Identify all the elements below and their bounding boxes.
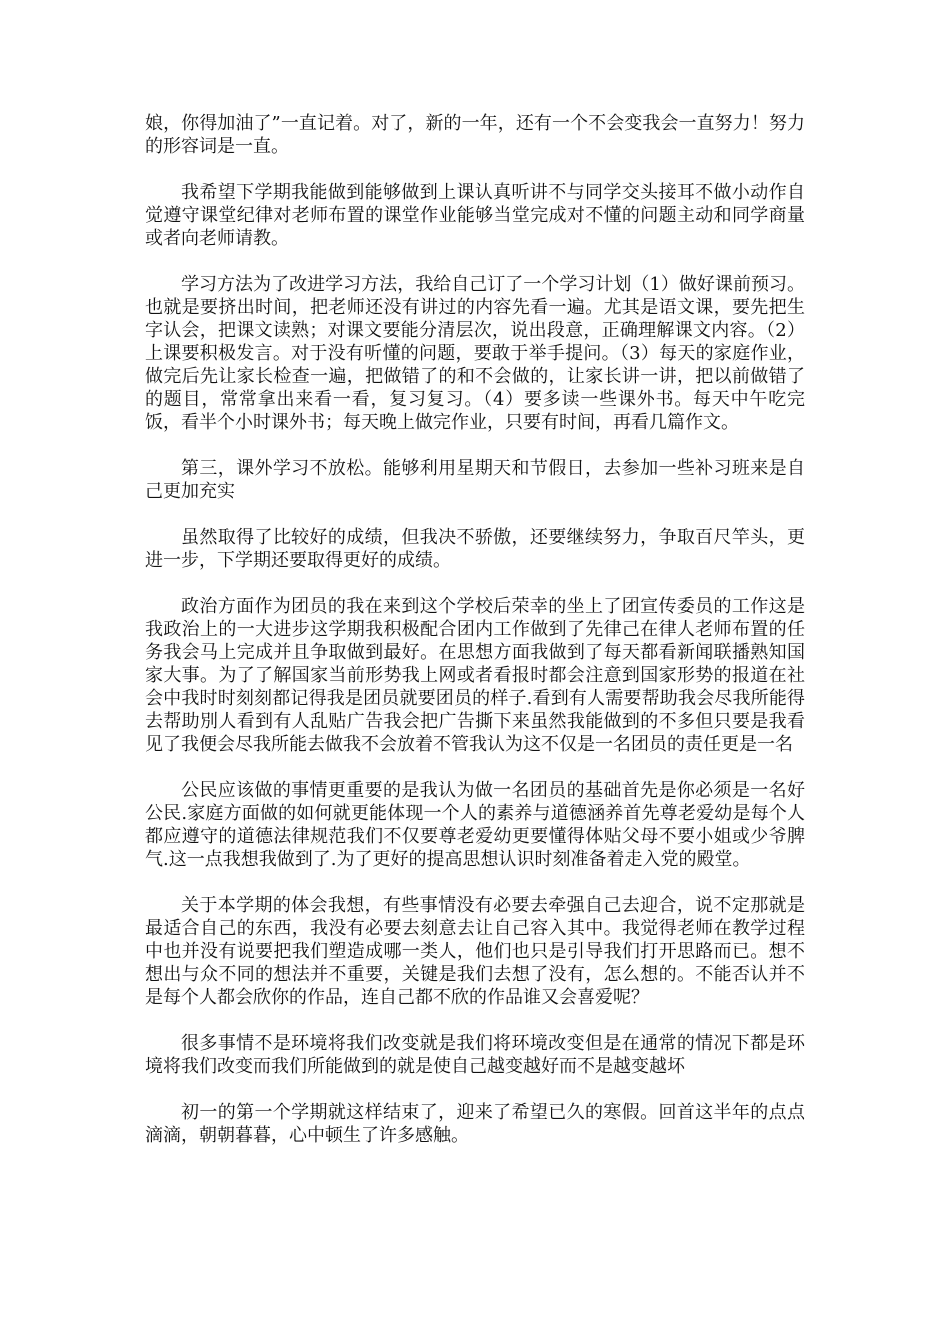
paragraph: 虽然取得了比较好的成绩，但我决不骄傲，还要继续努力，争取百尺竿头，更进一步，下学期还要取得更好的成绩。 [145,527,805,571]
paragraph: 关于本学期的体会我想，有些事情没有必要去牵强自己去迎合，说不定那就是最适合自己的东西，我没有必要去刻意去让自己容入其中。我觉得老师在教学过程中也并没有说要把我们塑造成哪一类人，他们也只是引导我们打开思路而已。想不想出与众不同的想法并不重要，关键是我们去想了没有，怎么想的。不能否认并不是每个人都会欣你的作品，连自己都不欣的作品谁又会喜爱呢？ [145,895,805,1008]
paragraph: 第三，课外学习不放松。能够利用星期天和节假日，去参加一些补习班来是自己更加充实 [145,458,805,502]
paragraph: 学习方法为了改进学习方法，我给自己订了一个学习计划（1）做好课前预习。也就是要挤出时间，把老师还没有讲过的内容先看一遍。尤其是语文课，要先把生字认会，把课文读熟；对课文要能分清层次，说出段意，正确理解课文内容。（2）上课要积极发言。对于没有听懂的问题，要敢于举手提问。（3）每天的家庭作业，做完后先让家长检查一遍，把做错了的和不会做的，让家长讲一讲，把以前做错了的题目，常常拿出来看一看，复习复习。（4）要多读一些课外书。每天中午吃完饭，看半个小时课外书；每天晚上做完作业，只要有时间，再看几篇作文。 [145,274,805,433]
paragraph: 公民应该做的事情更重要的是我认为做一名团员的基础首先是你必须是一名好公民.家庭方面做的如何就更能体现一个人的素养与道德涵养首先尊老爱幼是每个人都应遵守的道德法律规范我们不仅要尊老爱幼更要懂得体贴父母不要小姐或少爷脾气.这一点我想我做到了.为了更好的提高思想认识时刻准备着走入党的殿堂。 [145,780,805,870]
paragraph: 政治方面作为团员的我在来到这个学校后荣幸的坐上了团宣传委员的工作这是我政治上的一大进步这学期我积极配合团内工作做到了先律己在律人老师布置的任务我会马上完成并且争取做到最好。在思想方面我做到了每天都看新闻联播熟知国家大事。为了了解国家当前形势我上网或者看报时都会注意到国家形势的报道在社会中我时时刻刻都记得我是团员就要团员的样子.看到有人需要帮助我会尽我所能得去帮助別人看到有人乱贴广告我会把广告撕下来虽然我能做到的不多但只要是我看见了我便会尽我所能去做我不会放着不管我认为这不仅是一名团员的责任更是一名 [145,596,805,755]
document-page [145,112,805,1170]
paragraph: 娘，你得加油了”一直记着。对了，新的一年，还有一个不会变我会一直努力！努力的形容词是一直。 [145,113,805,157]
paragraph: 很多事情不是环境将我们改变就是我们将环境改变但是在通常的情况下都是环境将我们改变而我们所能做到的就是使自己越变越好而不是越变越坏 [145,1033,805,1077]
paragraph: 初一的第一个学期就这样结束了，迎来了希望已久的寒假。回首这半年的点点滴滴，朝朝暮暮，心中顿生了许多感触。 [145,1102,805,1146]
paragraph: 我希望下学期我能做到能够做到上课认真听讲不与同学交头接耳不做小动作自觉遵守课堂纪律对老师布置的课堂作业能够当堂完成对不懂的问题主动和同学商量或者向老师请教。 [145,182,805,249]
